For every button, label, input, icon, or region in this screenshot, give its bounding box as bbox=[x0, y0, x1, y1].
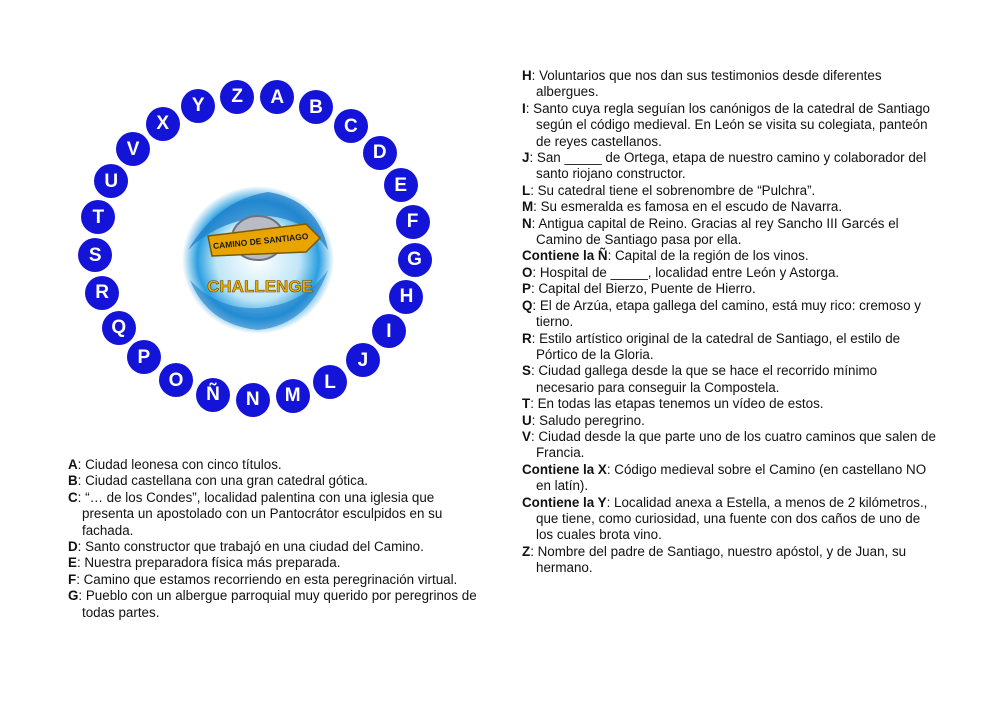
clue-item bbox=[522, 298, 936, 331]
clue-item bbox=[522, 101, 936, 150]
clue-key: T bbox=[522, 396, 531, 412]
letter-circle-c: C bbox=[334, 109, 368, 143]
clue-key: G bbox=[68, 588, 79, 604]
clue-text: : Nombre del padre de Santiago, nuestro apóstol, y de Juan, su hermano. bbox=[530, 543, 907, 576]
clue-text: : Voluntarios que nos dan sus testimonios desde diferentes albergues. bbox=[531, 68, 882, 100]
clue-item bbox=[68, 473, 480, 489]
letter-circle-s: S bbox=[78, 238, 112, 272]
letter-circle-n: N bbox=[236, 383, 270, 417]
clue-item bbox=[522, 396, 936, 412]
clue-item bbox=[522, 248, 936, 264]
clue-key: S bbox=[522, 363, 531, 379]
clue-text: : Pueblo con un albergue parroquial muy querido por peregrinos de todas partes. bbox=[78, 588, 477, 620]
letter-circle-b: B bbox=[299, 90, 333, 124]
letter-circle-x: X bbox=[146, 107, 180, 141]
clue-item bbox=[68, 588, 480, 621]
clue-key: Contiene la Ñ bbox=[522, 248, 608, 264]
clue-item bbox=[68, 555, 480, 571]
clue-item bbox=[68, 572, 480, 588]
clue-key: C bbox=[68, 489, 78, 505]
clue-text: : En todas las etapas tenemos un vídeo de estos. bbox=[530, 396, 824, 412]
clue-key: R bbox=[522, 330, 532, 346]
clue-item bbox=[522, 331, 936, 364]
clue-text: : Su esmeralda es famosa en el escudo de Navarra. bbox=[533, 199, 843, 215]
letter-circle-q: Q bbox=[102, 311, 136, 345]
clue-key: J bbox=[522, 150, 530, 166]
clue-key: U bbox=[522, 412, 532, 428]
logo-banner-text: CAMINO DE SANTIAGO bbox=[212, 231, 309, 251]
clue-text: : Antigua capital de Reino. Gracias al rey Sancho III Garcés el Camino de Santiago pasa por ella. bbox=[531, 215, 899, 248]
clue-text: : Estilo artístico original de la catedral de Santiago, el estilo de Pórtico de la Gloria. bbox=[531, 330, 901, 362]
clue-text: : Capital de la región de los vinos. bbox=[607, 248, 809, 264]
clue-text: : El de Arzúa, etapa gallega del camino, está muy rico: cremoso y tierno. bbox=[532, 297, 921, 330]
clue-key: L bbox=[522, 182, 531, 198]
clue-item bbox=[522, 265, 936, 281]
letter-circle-r: R bbox=[85, 276, 119, 310]
clue-item bbox=[522, 495, 936, 544]
letter-circle-y: Y bbox=[181, 89, 215, 123]
clue-key: D bbox=[68, 539, 78, 555]
letter-circle-f: F bbox=[396, 205, 430, 239]
letter-circle-ñ: Ñ bbox=[196, 378, 230, 412]
clue-text: : Localidad anexa a Estella, a menos de 2 kilómetros., que tiene, como curiosidad, una fuente con dos caños de uno de los cuales brota vino. bbox=[536, 494, 928, 543]
logo-word: CHALLENGE bbox=[207, 277, 313, 296]
clue-key: O bbox=[522, 264, 533, 280]
letter-circle-h: H bbox=[389, 280, 423, 314]
letter-circle-m: M bbox=[276, 379, 310, 413]
letter-circle-d: D bbox=[363, 136, 397, 170]
clue-text: : San _____ de Ortega, etapa de nuestro camino y colaborador del santo riojano constructor. bbox=[529, 150, 927, 182]
clue-key: N bbox=[522, 215, 532, 231]
clue-text: : Capital del Bierzo, Puente de Hierro. bbox=[530, 281, 756, 297]
clue-key: B bbox=[68, 473, 78, 489]
clue-item bbox=[522, 544, 936, 577]
letter-circle-v: V bbox=[116, 132, 150, 166]
clue-key: A bbox=[68, 457, 78, 472]
letter-circle-l: L bbox=[313, 365, 347, 399]
clue-key: I bbox=[522, 100, 526, 116]
clue-item bbox=[522, 462, 936, 495]
clue-key: M bbox=[522, 199, 534, 215]
clue-text: : Ciudad gallega desde la que se hace el recorrido mínimo necesario para conseguir la Compostela. bbox=[530, 363, 878, 395]
letter-circle-z: Z bbox=[220, 80, 254, 114]
letter-circle-u: U bbox=[94, 164, 128, 198]
letter-circle-p: P bbox=[127, 340, 161, 374]
letter-circle-i: I bbox=[372, 314, 406, 348]
clue-item bbox=[68, 539, 480, 555]
clue-text: : Santo constructor que trabajó en una ciudad del Camino. bbox=[77, 539, 424, 555]
clue-item bbox=[522, 363, 936, 396]
letter-circle-g: G bbox=[398, 243, 432, 277]
clue-text: : Ciudad desde la que parte uno de los cuatro caminos que salen de Francia. bbox=[530, 428, 936, 461]
clue-item bbox=[68, 457, 480, 473]
clues-left-column bbox=[68, 457, 480, 621]
clue-item bbox=[522, 68, 936, 101]
clue-key: Contiene la Y bbox=[522, 494, 607, 510]
clue-key: F bbox=[68, 571, 77, 587]
clue-text: : Saludo peregrino. bbox=[531, 412, 645, 428]
clue-text: : Santo cuya regla seguían los canónigos de la catedral de Santiago según el código medieval. En León se visita su colegiata, panteón de reyes castellanos. bbox=[525, 100, 930, 149]
camino-challenge-logo bbox=[178, 180, 338, 340]
clue-text: : Hospital de _____, localidad entre León y Astorga. bbox=[532, 264, 840, 280]
letter-circle-a: A bbox=[260, 80, 294, 114]
letter-circle-e: E bbox=[384, 168, 418, 202]
clue-text: : Ciudad leonesa con cinco títulos. bbox=[77, 457, 282, 472]
clue-item bbox=[522, 429, 936, 462]
clue-item bbox=[68, 490, 480, 539]
clue-item bbox=[522, 216, 936, 249]
clue-text: : Código medieval sobre el Camino (en castellano NO en latín). bbox=[536, 461, 927, 494]
letter-circle-j: J bbox=[346, 343, 380, 377]
clue-key: V bbox=[522, 428, 531, 444]
clue-key: Q bbox=[522, 297, 533, 313]
clue-item bbox=[522, 281, 936, 297]
clue-key: Contiene la X bbox=[522, 461, 607, 477]
letter-circle-o: O bbox=[159, 363, 193, 397]
clue-item bbox=[522, 413, 936, 429]
letter-circle-t: T bbox=[81, 200, 115, 234]
clue-key: E bbox=[68, 555, 77, 571]
clue-text: : Camino que estamos recorriendo en esta peregrinación virtual. bbox=[76, 571, 458, 587]
clue-item bbox=[522, 199, 936, 215]
clue-item bbox=[522, 183, 936, 199]
clue-key: Z bbox=[522, 543, 531, 559]
clue-text: : Su catedral tiene el sobrenombre de “Pulchra”. bbox=[530, 182, 816, 198]
clue-text: : “… de los Condes”, localidad palentina con una iglesia que presenta un apostolado con un Pantocrátor esculpidos en su fachada. bbox=[77, 489, 443, 538]
clue-text: : Nuestra preparadora física más preparada. bbox=[76, 555, 341, 571]
clues-right-column bbox=[522, 68, 936, 577]
clue-key: H bbox=[522, 68, 532, 83]
clue-item bbox=[522, 150, 936, 183]
clue-text: : Ciudad castellana con una gran catedral gótica. bbox=[77, 473, 368, 489]
clue-key: P bbox=[522, 281, 531, 297]
